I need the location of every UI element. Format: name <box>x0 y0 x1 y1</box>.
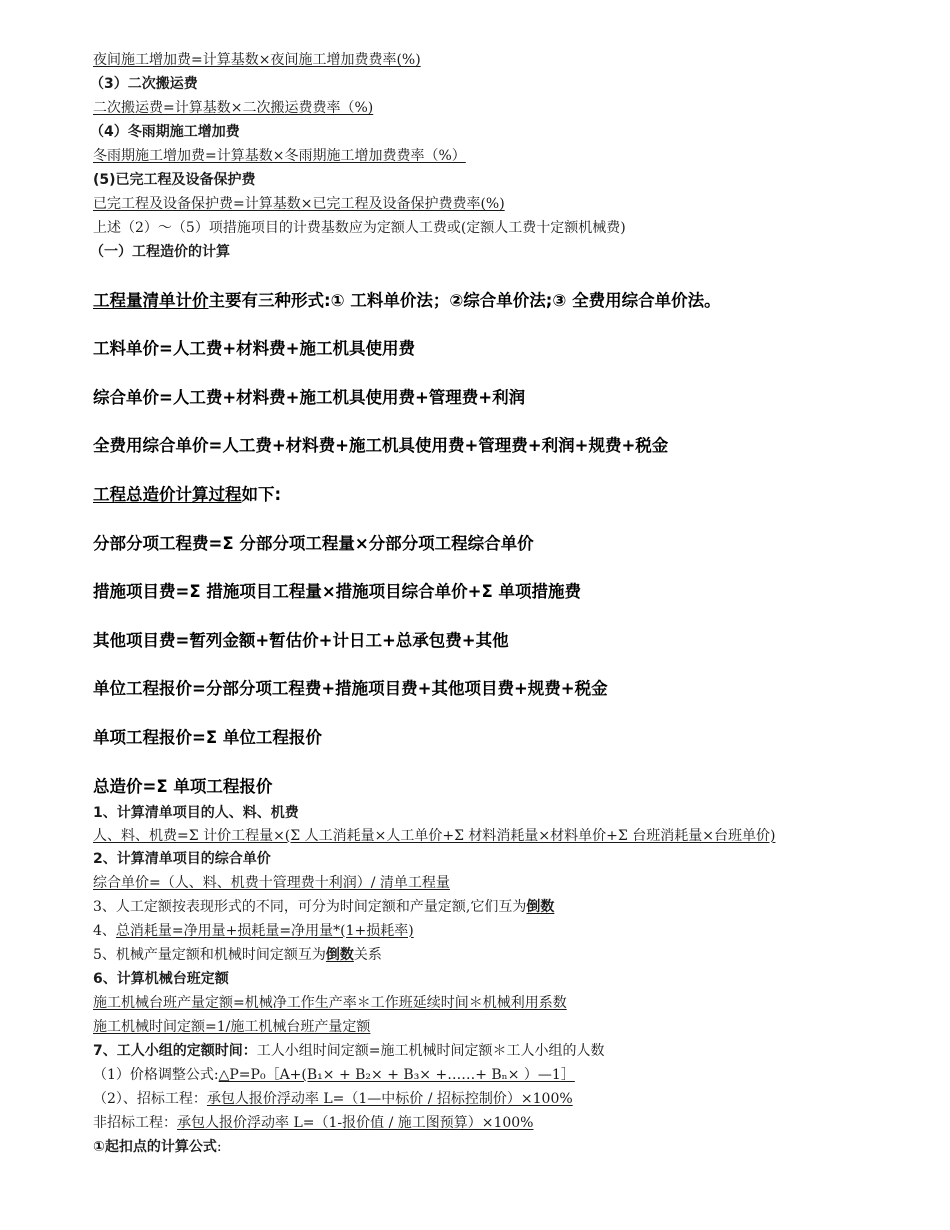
heading-cost-calculation: （一）工程造价的计算 <box>90 244 230 260</box>
total-consumption-formula: 总消耗量=净用量+损耗量=净用量*(1+损耗率) <box>115 922 414 939</box>
machine-time-quota-formula: 施工机械时间定额=1/施工机械台班产量定额 <box>93 1018 371 1035</box>
price-adjustment-line <box>93 1063 913 1087</box>
composite-unit-price-calc: 综合单价=（人、料、机费十管理费十利润）/ 清单工程量 <box>93 874 450 891</box>
total-cost-formula: 总造价=Σ 单项工程报价 <box>93 776 273 796</box>
tender-project-line <box>93 1087 913 1111</box>
heading-winter-rain-fee: （4）冬雨期施工增加费 <box>90 124 240 140</box>
price-adjustment-formula: △P=P₀［A+(B₁× + B₂× + B₃× +……+ Bₙ× ）—1］ <box>218 1066 575 1083</box>
total-cost-process-heading <box>93 483 913 507</box>
machine-quota-text: 5、机械产量定额和机械时间定额互为 <box>93 946 326 963</box>
bill-pricing-forms-text: 主要有三种形式:① 工料单价法；②综合单价法;③ 全费用综合单价法。 <box>208 290 721 310</box>
bill-pricing-term: 工程量清单计价 <box>93 290 209 310</box>
item-5-machine-quota <box>93 943 913 967</box>
heading-completed-protection-fee: (5)已完工程及设备保护费 <box>93 172 256 188</box>
deduction-start-line <box>93 1135 913 1159</box>
composite-unit-price-formula: 综合单价=人工费+材料费+施工机具使用费+管理费+利润 <box>93 387 526 407</box>
document-page <box>90 48 913 1159</box>
measure-item-fee-formula: 措施项目费=Σ 措施项目工程量×措施项目综合单价+Σ 单项措施费 <box>93 582 582 602</box>
night-construction-fee-formula: 夜间施工增加费=计算基数×夜间施工增加费费率(%) <box>93 52 421 68</box>
non-tender-project-line <box>93 1111 913 1135</box>
labor-material-unit-price-formula: 工料单价=人工费+材料费+施工机具使用费 <box>93 339 415 359</box>
item-2-heading: 2、计算清单项目的综合单价 <box>93 850 271 867</box>
item-1-heading: 1、计算清单项目的人、料、机费 <box>93 804 299 821</box>
secondary-handling-formula: 二次搬运费=计算基数×二次搬运费费率（%) <box>93 100 374 116</box>
crew-time-formula: 工人小组时间定额=施工机械时间定额＊工人小组的人数 <box>256 1042 605 1059</box>
machine-quota-suffix: 关系 <box>353 946 382 963</box>
item-6-heading: 6、计算机械台班定额 <box>93 970 229 987</box>
machine-shift-output-formula: 施工机械台班产量定额=机械净工作生产率＊工作班延续时间＊机械利用系数 <box>93 994 567 1011</box>
item-7-crew-time <box>93 1039 913 1063</box>
other-item-fee-formula: 其他项目费=暂列金额+暂估价+计日工+总承包费+其他 <box>93 630 509 650</box>
unit-project-quote-formula: 单位工程报价=分部分项工程费+措施项目费+其他项目费+规费+税金 <box>93 679 608 699</box>
price-adjustment-label: （1）价格调整公式: <box>93 1066 219 1083</box>
deduction-start-colon: : <box>216 1138 222 1155</box>
measure-base-note: 上述（2）～（5）项措施项目的计费基数应为定额人工费或(定额人工费十定额机械费) <box>93 220 626 236</box>
item-3-labor-quota <box>93 895 913 919</box>
single-project-quote-formula: 单项工程报价=Σ 单位工程报价 <box>93 727 322 747</box>
labor-quota-text: 3、人工定额按表现形式的不同，可分为时间定额和产量定额,它们互为 <box>93 898 527 915</box>
deduction-start-heading: ①起扣点的计算公式 <box>93 1138 217 1155</box>
total-cost-process-term: 工程总造价计算过程 <box>93 484 242 504</box>
reciprocal-term-2: 倒数 <box>325 946 354 963</box>
non-tender-float-rate-formula: 承包人报价浮动率 L=（1-报价值 / 施工图预算）×100% <box>177 1114 534 1131</box>
sub-item-fee-formula: 分部分项工程费=Σ 分部分项工程量×分部分项工程综合单价 <box>93 533 534 553</box>
item-4-total-consumption <box>93 919 913 943</box>
tender-float-rate-formula: 承包人报价浮动率 L=（1—中标价 / 招标控制价）×100% <box>206 1090 573 1107</box>
bill-pricing-forms <box>93 289 913 313</box>
full-cost-unit-price-formula: 全费用综合单价=人工费+材料费+施工机具使用费+管理费+利润+规费+税金 <box>93 436 669 456</box>
non-tender-project-label: 非招标工程： <box>93 1114 177 1131</box>
total-cost-process-suffix: 如下: <box>241 484 282 504</box>
completed-protection-fee-formula: 已完工程及设备保护费=计算基数×已完工程及设备保护费费率(%) <box>93 196 505 212</box>
heading-secondary-handling: （3）二次搬运费 <box>90 76 198 92</box>
labor-material-machine-fee-formula: 人、料、机费=Σ 计价工程量×(Σ 人工消耗量×人工单价+Σ 材料消耗量×材料单价+Σ 台班消耗量×台班单价) <box>93 827 776 844</box>
item-4-number: 4、 <box>93 922 116 939</box>
tender-project-label: （2）、招标工程： <box>93 1090 207 1107</box>
reciprocal-term: 倒数 <box>526 898 555 915</box>
winter-rain-fee-formula: 冬雨期施工增加费=计算基数×冬雨期施工增加费费率（%） <box>93 148 466 164</box>
crew-time-heading: 7、工人小组的定额时间： <box>93 1042 257 1059</box>
